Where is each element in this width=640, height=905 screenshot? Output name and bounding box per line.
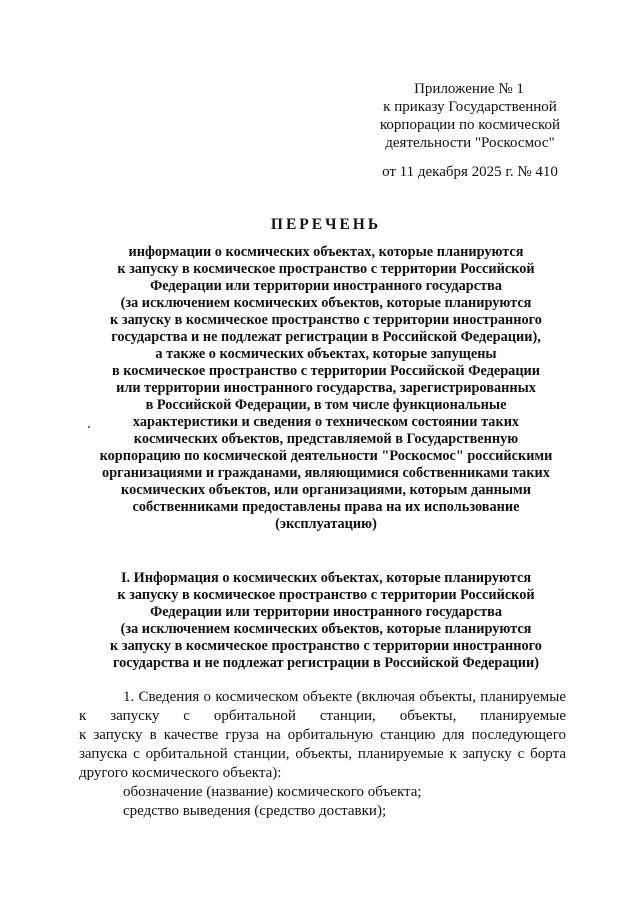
subtitle-line: собственниками предоставлены права на их использование — [132, 499, 520, 515]
subtitle-line: или территории иностранного государства, зарегистрированных — [116, 380, 536, 396]
section-heading-line: Федерации или территории иностранного государства — [150, 604, 502, 620]
subtitle-line: в Российской Федерации, в том числе функциональные — [145, 397, 507, 413]
appendix-line: к приказу Государственной — [383, 99, 557, 115]
paragraph-1 — [79, 688, 566, 821]
subtitle-line: государства и не подлежат регистрации в Российской Федерации), — [111, 329, 541, 345]
subtitle-line: Федерации или территории иностранного государства — [150, 278, 502, 294]
list-item: средство выведения (средство доставки); — [123, 803, 387, 819]
subtitle-line: космических объектов, представляемой в Государственную — [133, 431, 519, 447]
subtitle-line: в космическое пространство с территории Российской Федерации — [111, 363, 541, 379]
subtitle-line: космических объектов, или организациями, которым данными — [121, 482, 531, 498]
subtitle-line: к запуску в космическое пространство с территории иностранного — [110, 312, 542, 328]
appendix-line: деятельности "Роскосмос" — [385, 135, 555, 151]
section-1-heading — [76, 570, 576, 672]
section-heading-line: I. Информация о космических объектах, которые планируются — [120, 570, 532, 586]
subtitle-line: информации о космических объектах, которые планируются — [128, 244, 524, 260]
section-heading-line: к запуску в космическое пространство с территории иностранного — [110, 638, 542, 654]
appendix-line: корпорации по космической — [379, 117, 561, 133]
appendix-order-date: от 11 декабря 2025 г. № 410 — [382, 164, 558, 180]
subtitle-line: (за исключением космических объектов, которые планируются — [120, 295, 532, 311]
subtitle-line: (эксплуатацию) — [275, 516, 377, 532]
appendix-number: Приложение № 1 — [414, 81, 524, 97]
document-title: ПЕРЕЧЕНЬ — [270, 216, 382, 233]
paragraph-line: к запуску в качестве груза на орбитальную станцию для последующего — [79, 727, 566, 743]
section-heading-line: к запуску в космическое пространство с территории Российской — [117, 587, 535, 603]
scan-speck — [88, 426, 90, 428]
paragraph-line: к запуску с орбитальной станции, объекты, планируемые — [79, 708, 566, 724]
paragraph-line: другого космического объекта): — [79, 765, 282, 781]
subtitle-line: характеристики и сведения о техническом состоянии таких — [132, 414, 520, 430]
list-item: обозначение (название) космического объекта; — [123, 784, 422, 800]
paragraph-line: запуска с орбитальной станции, объекты, планируемые к запуску с борта — [79, 746, 566, 762]
subtitle-line: к запуску в космическое пространство с территории Российской — [117, 261, 535, 277]
document-subtitle — [76, 244, 576, 533]
section-heading-line: государства и не подлежат регистрации в Российской Федерации) — [112, 655, 539, 671]
subtitle-line: корпорацию по космической деятельности "Роскосмос" российскими — [99, 448, 553, 464]
paragraph-line: 1. Сведения о космическом объекте (включая объекты, планируемые — [123, 689, 566, 705]
subtitle-line: а также о космических объектах, которые запущены — [155, 346, 497, 362]
appendix-header — [345, 80, 595, 181]
subtitle-line: организациями и гражданами, являющимися собственниками таких — [102, 465, 550, 481]
section-heading-line: (за исключением космических объектов, которые планируются — [120, 621, 532, 637]
